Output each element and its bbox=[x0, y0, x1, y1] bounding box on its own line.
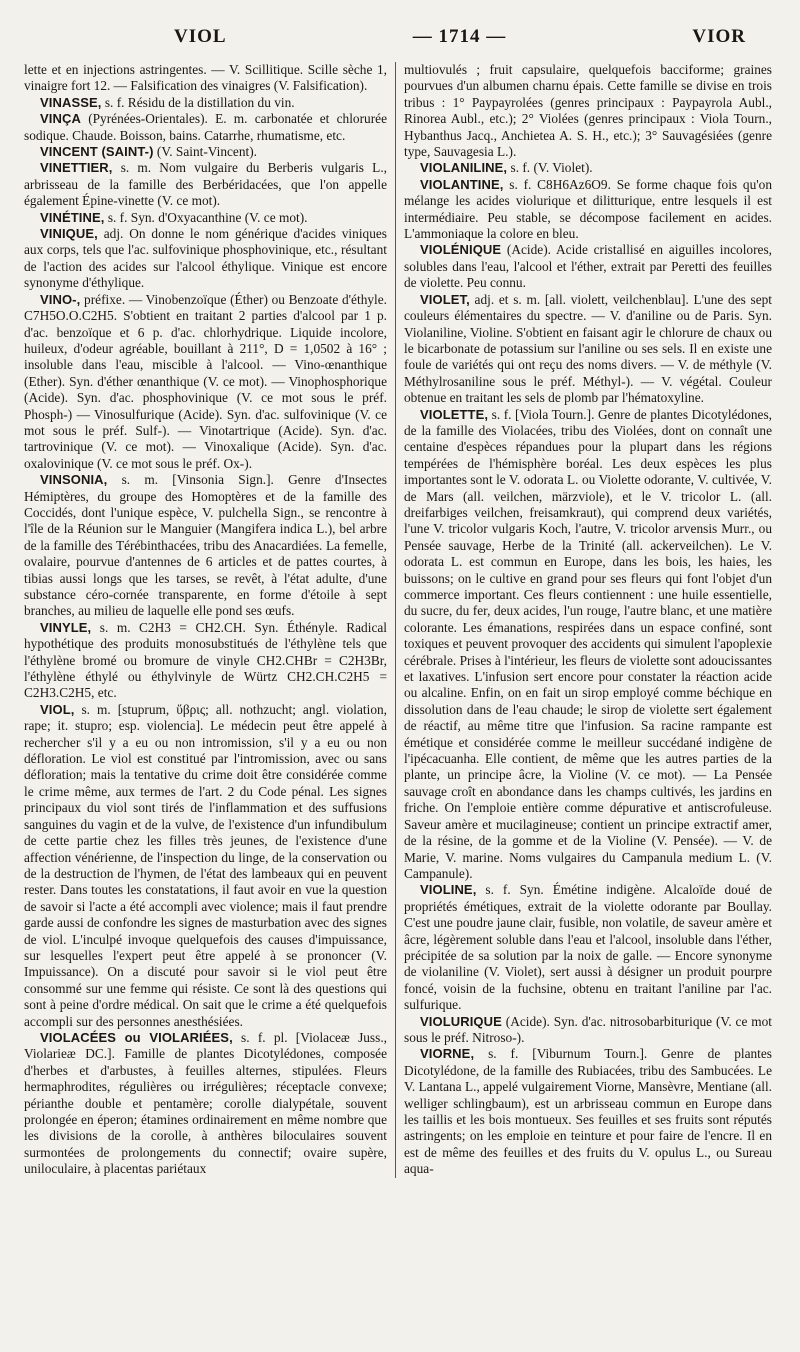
entry-headword: VIOLÉNIQUE bbox=[420, 242, 502, 258]
dictionary-entry bbox=[404, 407, 772, 883]
entry-headword: VINO-, bbox=[40, 291, 81, 307]
dictionary-entry bbox=[24, 95, 387, 111]
dictionary-entry bbox=[404, 292, 772, 407]
dictionary-entry bbox=[24, 226, 387, 292]
entry-text: s. m. [stuprum, ὕβρις; all. nothzucht; angl. violation, rape; it. stupro; esp. violencia]. Le médecin peut être appelé à rechercher s'il y a eu ou non intromission, s'il y a eu ou non défloration. Le viol est constitué par l'intromission, avec ou sans défloration; mais la tentative du crime doit être considérée comme le crime même, aux termes de l'art. 2 du Code pénal. Les signes principaux du viol sont tirés de l'inflammation et des suffusions sanguines du vagin et de la vulve, de l'existence d'un infundibulum de cette partie chez les filles très jeunes, de l'existence d'une affection vénérienne, de l'inspection du linge, de la conservation ou de la destruction de l'hymen, de l'état des lambeaux qui en peuvent rester. Dans toutes les constatations, il faut avoir en vue la question de savoir si l'acte a été accompli avec violence; mais il faut prendre garde aussi de confondre les signes de masturbation avec des signes de viol. L'inculpé invoque quelquefois des causes d'impuissance, sur lesquelles l'expert peut être appelé à se prononcer (V. Impuissance). On a discuté pour savoir si le viol peut être consommé sur une femme qui résiste. Ce sont là des questions qui sont à peine d'ordre médical. On sait que le crime a été quelquefois accompli sur des personnes anesthésiées. bbox=[24, 701, 387, 1029]
entry-text: s. f. (V. Violet). bbox=[510, 160, 593, 176]
entry-text: s. m. Nom vulgaire du Berberis vulgaris L., arbrisseau de la famille des Berbéridacées, que l'on appelle également Épine-vinette (V. ce mot). bbox=[24, 160, 387, 209]
entry-headword: VINIQUE, bbox=[40, 226, 98, 242]
entry-text: s. m. [Vinsonia Sign.]. Genre d'Insectes Hémiptères, du groupe des Homoptères et de la famille des Coccidés, dont l'unique espèce, V. pulchella Sign., se rencontre à l'île de la Réunion sur le Manguier (Mangifera indica L.), bel arbre de la famille des Térébinthacées, tribu des Anacardiées. La femelle, ovalaire, pourvue d'antennes de 6 articles et de pattes courtes, à tibias aussi longs que les tarses, se revêt, à l'état adulte, d'une substance céro-cornée transparente, en forme d'étoile à sept branches, au milieu de laquelle elle pond ses œufs. bbox=[24, 472, 387, 619]
entry-headword: VIOLINE, bbox=[420, 882, 477, 898]
entry-text: s. f. pl. [Violaceæ Juss., Violarieæ DC.]. Famille de plantes Dicotylédones, composée d'herbes et d'arbustes, à feuilles alternes, stipulées. Fleurs hermaphrodites, régulières ou irrégulières; réceptacle convexe; périanthe double et pentamère; corolle dialypétale, souvent prolongée en éperon; étamines ordinairement en même nombre que les divisions de la corolle, à anthères biloculaires souvent surmontées de prolongements du connectif; ovaire supère, uniloculaire, à placentas pariétaux bbox=[24, 1029, 387, 1177]
text-columns bbox=[24, 62, 772, 1178]
entry-text: adj. On donne le nom générique d'acides viniques aux corps, tels que l'ac. sulfovinique phosphovinique, etc., résultant de l'action des acides sur l'alcool éthylique. Vinique est encore synonyme d'éthylique. bbox=[24, 226, 387, 291]
entry-headword: VIOLANILINE, bbox=[420, 160, 508, 176]
dictionary-entry bbox=[404, 242, 772, 291]
dictionary-entry bbox=[24, 472, 387, 620]
dictionary-entry bbox=[404, 882, 772, 1013]
entry-headword: VIOLET, bbox=[420, 291, 470, 307]
dictionary-entry bbox=[404, 62, 772, 160]
entry-headword: VIOL, bbox=[40, 701, 75, 717]
entry-text: lette et en injections astringentes. — V. Scillitique. Scille sèche 1, vinaigre fort 12. — Falsification des vinaigres (V. Falsification). bbox=[24, 62, 387, 94]
page-number: — 1714 — bbox=[412, 26, 507, 47]
entry-text: préfixe. — Vinobenzoïque (Éther) ou Benzoate d'éthyle. C7H5O.O.C2H5. S'obtient en traitant 2 parties d'alcool par 1 p. d'ac. benzoïque et 6 p. d'ac. chlorhydrique. Liquide incolore, huileux, d'odeur agréable, bouillant à 211°, D = 1,0502 à 16° ; insoluble dans l'eau, miscible à l'alcool. — Vino-œnanthique (Ether). Syn. d'éther œnanthique (V. ce mot). — Vinophosphorique (Acide). Syn. d'ac. phosphovinique (V. ce mot sous le préf. Phosph-) — Vinosulfurique (Acide). Syn. d'ac. sulfovinique (V. ce mot sous le préf. Sulf-). — Vinotartrique (Acide). Syn. d'ac. tartrovinique (V. ce mot). — Vinoxalique (Acide). Syn. d'ac. oxalovinique (V. ce mot sous le préf. Ox-). bbox=[24, 291, 387, 471]
dictionary-entry bbox=[24, 292, 387, 472]
entry-headword: VINYLE, bbox=[40, 619, 92, 635]
entry-text: s. f. [Viburnum Tourn.]. Genre de plantes Dicotylédone, de la famille des Rubiacées, tribu des Sambucées. Le V. Lantana L., appelé vulgairement Viorne, Mansèvre, Mentiane (all. welliger schlingbaum), est un arbrisseau commun en Europe dans les taillis et les bois montueux. Ses feuilles et ses fruits sont réputés astringents; on les emploie en teinture et pour faire de l'encre. Il en est de même des feuilles et des fruits du V. opulus L., ou Sureau aqua- bbox=[404, 1046, 772, 1177]
entry-headword: VIOLANTINE, bbox=[420, 176, 504, 192]
dictionary-entry bbox=[24, 160, 387, 209]
dictionary-entry bbox=[24, 1030, 387, 1178]
dictionary-entry bbox=[404, 177, 772, 243]
dictionary-entry bbox=[24, 144, 387, 160]
dictionary-entry bbox=[24, 702, 387, 1030]
dictionary-entry bbox=[404, 1014, 772, 1047]
entry-text: multiovulés ; fruit capsulaire, quelquefois bacciforme; graines pourvues d'un albumen charnu épais. Cette famille se divise en trois tribus : 1° Paypayrolées (genres principaux : Paypayrola Aubl., Rinorea Aubl., etc.); 2° Violées (genres principaux : Viola Tourn., Hybanthus Jacq., Anchietea A. S. H., etc.); 3° Sauvagésiées (genre type, Sauvagesia L.). bbox=[404, 62, 772, 160]
entry-text: (Acide). Acide cristallisé en aiguilles incolores, solubles dans l'eau, l'alcool et l'éther, extrait par Peretti des feuilles de violette. Peu connu. bbox=[404, 242, 772, 291]
right-column bbox=[396, 62, 772, 1178]
entry-headword: VIOLACÉES ou VIOLARIÉES, bbox=[40, 1029, 233, 1045]
left-column bbox=[24, 62, 396, 1178]
dictionary-entry bbox=[404, 160, 772, 176]
dictionary-entry bbox=[24, 62, 387, 95]
running-head bbox=[24, 26, 772, 56]
entry-headword: VINASSE, bbox=[40, 94, 102, 110]
entry-headword: VIORNE, bbox=[420, 1046, 475, 1062]
entry-text: s. f. Syn. d'Oxyacanthine (V. ce mot). bbox=[107, 209, 308, 225]
entry-text: (Pyrénées-Orientales). E. m. carbonatée et chlorurée sodique. Chaude. Boisson, bains. Catarrhe, rhumatisme, etc. bbox=[24, 111, 387, 143]
entry-text: s. f. Syn. Émétine indigène. Alcaloïde doué de propriétés émétiques, extrait de la violette odorante par Boullay. C'est une poudre jaune clair, fusible, non volatile, de saveur amère et âcre, légèrement soluble dans l'eau et l'alcool, insoluble dans l'éther, précipitée de sa solution par la noix de galle. — Encore synonyme de violaniline (V. Violet), sert aussi à désigner un produit pourpre foncé, voisin de la fuchsine, obtenu en traitant l'aniline par l'ac. sulfurique. bbox=[404, 882, 772, 1013]
entry-headword: VINSONIA, bbox=[40, 472, 108, 488]
entry-text: adj. et s. m. [all. violett, veilchenblau]. L'une des sept couleurs élémentaires du spectre. — V. d'aniline ou de Paris. Syn. Violaniline, Violine. S'obtient en faisant agir le chlorure de chaux ou le bicarbonate de potassium sur l'aniline ou ses sels. Il en existe une foule de variétés qui ont reçu des noms divers. — V. de méthyle (V. Méthylrosaniline sous le préf. Méthyl-). — V. végétal. Couleur obtenue en traitant les sels de plomb par l'hématoxyline. bbox=[404, 291, 773, 406]
entry-text: (Acide). Syn. d'ac. nitrosobarbiturique (V. ce mot sous le préf. Nitroso-). bbox=[404, 1013, 772, 1045]
running-head-right: VIOR bbox=[692, 26, 746, 47]
dictionary-entry bbox=[24, 111, 387, 144]
running-head-left: VIOL bbox=[174, 26, 227, 47]
dictionary-entry bbox=[404, 1046, 772, 1177]
entry-headword: VINÇA bbox=[40, 111, 81, 127]
entry-text: s. f. Résidu de la distillation du vin. bbox=[104, 94, 295, 110]
entry-headword: VINETTIER, bbox=[40, 160, 113, 176]
entry-headword: VINÉTINE, bbox=[40, 209, 105, 225]
dictionary-entry bbox=[24, 620, 387, 702]
entry-headword: VIOLETTE, bbox=[420, 406, 489, 422]
entry-text: s. f. C8H6Az6O9. Se forme chaque fois qu'on mélange les acides violurique et dilitturique, entre lesquels il est intermédiaire. Peu stable, se décompose facilement en acides. L'ammoniaque la colore en bleu. bbox=[404, 176, 773, 242]
dictionary-entry bbox=[24, 210, 387, 226]
entry-text: (V. Saint-Vincent). bbox=[156, 144, 258, 160]
entry-text: s. f. [Viola Tourn.]. Genre de plantes Dicotylédones, de la famille des Violacées, tribu des Violées, dont on connaît une centaine d'espèces répandues pour la plupart dans les régions tempérées de l'hémisphère boréal. Les deux espèces les plus importantes sont le V. odorata L. ou Violette odorante, V. cultivée, V. de Mars (all. veilchen, märzviole), et le V. tricolor L. (all. dreifarbiges veilchen, freisamkraut), qui comprend deux variétés, l'une V. tricolor vulgaris Koch, l'autre, V. tricolor arvensis Murr., ou Pensée sauvage, Herbe de la Trinité (all. ackerveilchen). Le V. odorata L. est commun en Europe, dans les bois, les haies, les buissons; on le cultive en grand pour ses fleurs qui font l'objet d'un commerce important. Ces fleurs contiennent : une huile essentielle, du sucre, du fer, deux acides, l'un rouge, l'autre blanc, et une matière colorante. Les émanations, respirées dans un espace confiné, sont toxiques et peuvent provoquer des accidents qui simulent l'apoplexie cérébrale. Prises à l'intérieur, les fleurs de violette sont adoucissantes et laxatives. L'infusion sert encore pour constater la réaction acide ou alcaline. Enfin, on en fait un sirop employé comme béchique en dissolution dans de l'eau chaude; le sirop de violette sert également de réactif, au même titre que l'infusion. Sa racine rampante est émétique et considérée comme le meilleur succédané indigène de l'ipécacuanha. Elle contient, de même que les autres parties de la plante, un principe âcre, la Violine (V. ce mot). — La Pensée sauvage croît en abondance dans les champs cultivés, les jardins en friche. On l'emploie entière comme dépurative et antiscrofuleuse. Saveur amère et mucilagineuse; contient un principe extractif amer, de la résine, de la gomme et de la Violine (V. Pensée). — V. de Marie, V. marine. Noms vulgaires du Campanula medium L. (V. Campanule). bbox=[404, 406, 772, 881]
entry-headword: VIOLURIQUE bbox=[420, 1013, 502, 1029]
entry-headword: VINCENT (SAINT-) bbox=[40, 144, 154, 160]
entry-text: s. m. C2H3 = CH2.CH. Syn. Éthényle. Radical hypothétique des produits monosubstitués de l'éthylène tels que l'éthylène bromé ou bromure de vinyle CH2.CHBr = C2H3Br, l'éthylène éthylé ou éthylvinyle de Würtz CH2.CH.C2H5 = C2H3.C2H5, etc. bbox=[24, 619, 387, 701]
